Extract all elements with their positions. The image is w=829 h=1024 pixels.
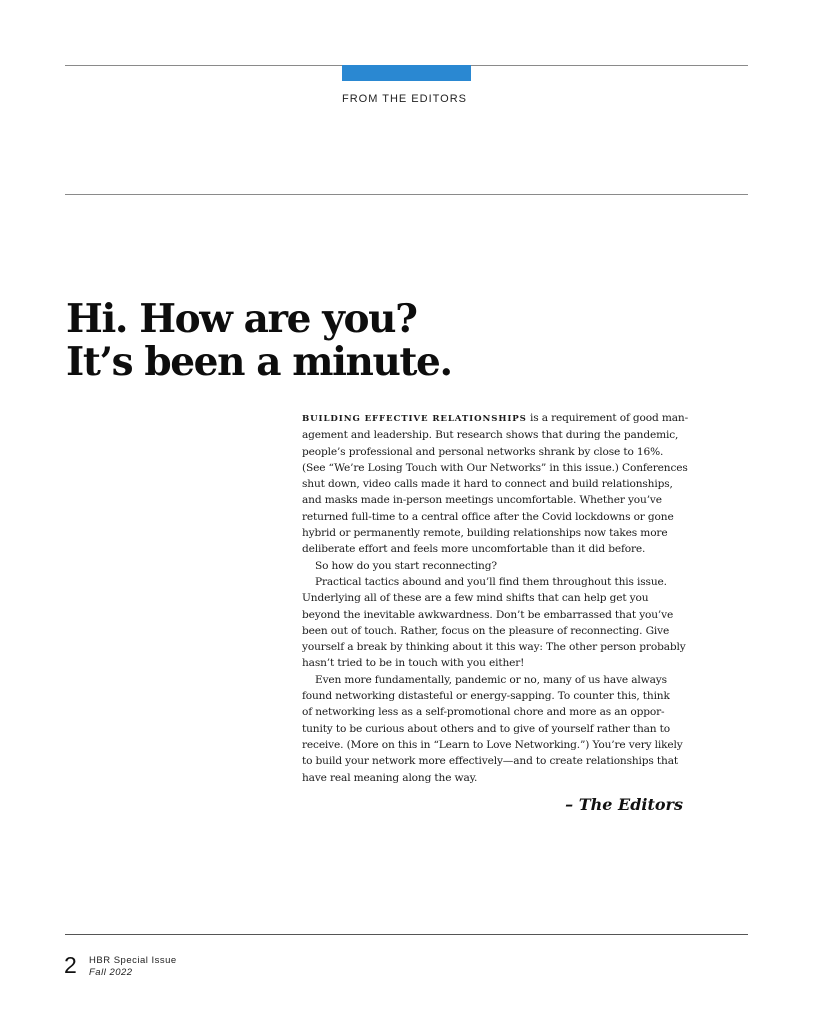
lead-in: BUILDING EFFECTIVE RELATIONSHIPS (302, 414, 527, 424)
body-line: agement and leadership. But research shows that during the pandemic, (302, 429, 679, 442)
publication-name: HBR Special Issue (89, 955, 177, 966)
body-line-text: is a requirement of good man- (526, 412, 689, 424)
body-line: So how do you start reconnecting? (315, 559, 497, 572)
body-line: of networking less as a self-promotional chore and more as an oppor- (302, 706, 665, 719)
body-line: shut down, video calls made it hard to connect and build relationships, (302, 478, 673, 491)
body-line: found networking distasteful or energy-sapping. To counter this, think (302, 690, 670, 703)
body-line: deliberate effort and feels more uncomfortable than it did before. (302, 543, 646, 556)
body-line: and masks made in-person meetings uncomfortable. Whether you’ve (302, 494, 662, 507)
body-line: Even more fundamentally, pandemic or no, many of us have always (315, 673, 667, 686)
body-line: been out of touch. Rather, focus on the pleasure of reconnecting. Give (302, 624, 670, 637)
body-line: to build your network more effectively—and to create relationships that (302, 755, 678, 768)
header-divider (65, 194, 748, 195)
issue-date: Fall 2022 (89, 967, 133, 978)
page-number: 2 (64, 952, 77, 978)
body-line: (See “We’re Losing Touch with Our Networks” in this issue.) Conferences (302, 461, 688, 474)
editors-signature: – The Editors (565, 795, 683, 814)
article-body (302, 410, 687, 786)
footer-divider (65, 934, 748, 935)
body-line: receive. (More on this in “Learn to Love Networking.”) You’re very likely (302, 738, 683, 751)
body-line: Underlying all of these are a few mind shifts that can help get you (302, 592, 649, 605)
body-line: beyond the inevitable awkwardness. Don’t be embarrassed that you’ve (302, 608, 674, 621)
body-line: tunity to be curious about others and to give of yourself rather than to (302, 722, 671, 735)
body-line: returned full-time to a central office after the Covid lockdowns or gone (302, 510, 674, 523)
section-accent-bar (342, 65, 471, 81)
headline (66, 298, 452, 384)
body-line (302, 410, 687, 427)
body-line: Practical tactics abound and you’ll find them throughout this issue. (315, 575, 667, 588)
body-line: have real meaning along the way. (302, 771, 478, 784)
body-line: yourself a break by thinking about it this way: The other person probably (302, 641, 686, 654)
body-line: people’s professional and personal networks shrank by close to 16%. (302, 445, 664, 458)
body-line: hybrid or permanently remote, building relationships now takes more (302, 527, 668, 540)
body-line: hasn’t tried to be in touch with you either! (302, 657, 525, 670)
headline-line-1: Hi. How are you? (66, 296, 417, 342)
headline-line-2: It’s been a minute. (66, 339, 452, 385)
section-label: FROM THE EDITORS (342, 93, 467, 105)
